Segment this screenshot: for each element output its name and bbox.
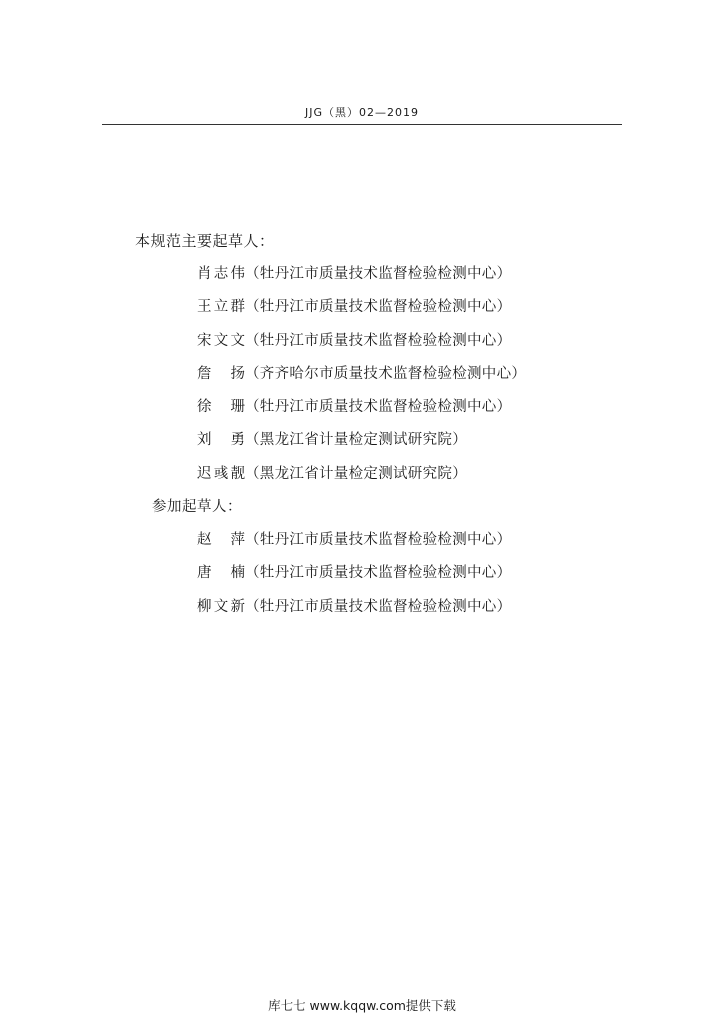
drafter-organization: （齐齐哈尔市质量技术监督检验检测中心）: [245, 365, 527, 382]
drafter-entry: [197, 263, 526, 296]
drafter-name: 刘勇: [197, 432, 245, 449]
drafter-name: 柳文新: [197, 598, 245, 615]
drafter-entry: [197, 463, 526, 496]
drafter-entry: [197, 596, 511, 629]
drafter-name: 王立群: [197, 299, 245, 316]
drafter-organization: （牡丹江市质量技术监督检验检测中心）: [245, 598, 512, 615]
standard-code-header: JJG（黑）02—2019: [304, 106, 419, 119]
drafter-entry: [197, 296, 526, 329]
drafter-entry: [197, 396, 526, 429]
drafter-name: 肖志伟: [197, 266, 245, 282]
drafter-organization: （黑龙江省计量检定测试研究院）: [245, 465, 467, 482]
drafter-entry: [197, 429, 526, 462]
drafter-organization: （牡丹江市质量技术监督检验检测中心）: [245, 266, 512, 282]
drafter-organization: （牡丹江市质量技术监督检验检测中心）: [245, 399, 512, 416]
drafter-name: 徐珊: [197, 399, 245, 416]
drafter-entry: [197, 363, 526, 396]
drafter-organization: （牡丹江市质量技术监督检验检测中心）: [245, 332, 512, 349]
drafter-organization: （牡丹江市质量技术监督检验检测中心）: [245, 565, 512, 582]
drafter-name: 赵萍: [197, 532, 245, 548]
drafter-entry: [197, 330, 526, 363]
main-drafters-list: [197, 263, 526, 496]
drafter-organization: （黑龙江省计量检定测试研究院）: [245, 432, 467, 449]
participating-drafters-list: [197, 529, 511, 629]
drafter-entry: [197, 529, 511, 562]
drafter-name: 迟彧靓: [197, 465, 245, 482]
download-source-footer: 库七七 www.kqqw.com提供下载: [268, 998, 456, 1013]
drafter-name: 宋文文: [197, 332, 245, 349]
header-divider: [102, 124, 622, 125]
drafter-name: 唐楠: [197, 565, 245, 582]
drafter-organization: （牡丹江市质量技术监督检验检测中心）: [245, 299, 512, 316]
drafter-name: 詹扬: [197, 365, 245, 382]
drafter-organization: （牡丹江市质量技术监督检验检测中心）: [245, 532, 512, 548]
main-drafters-heading: 本规范主要起草人：: [135, 232, 275, 250]
drafter-entry: [197, 562, 511, 595]
participating-drafters-heading: 参加起草人：: [152, 499, 242, 515]
